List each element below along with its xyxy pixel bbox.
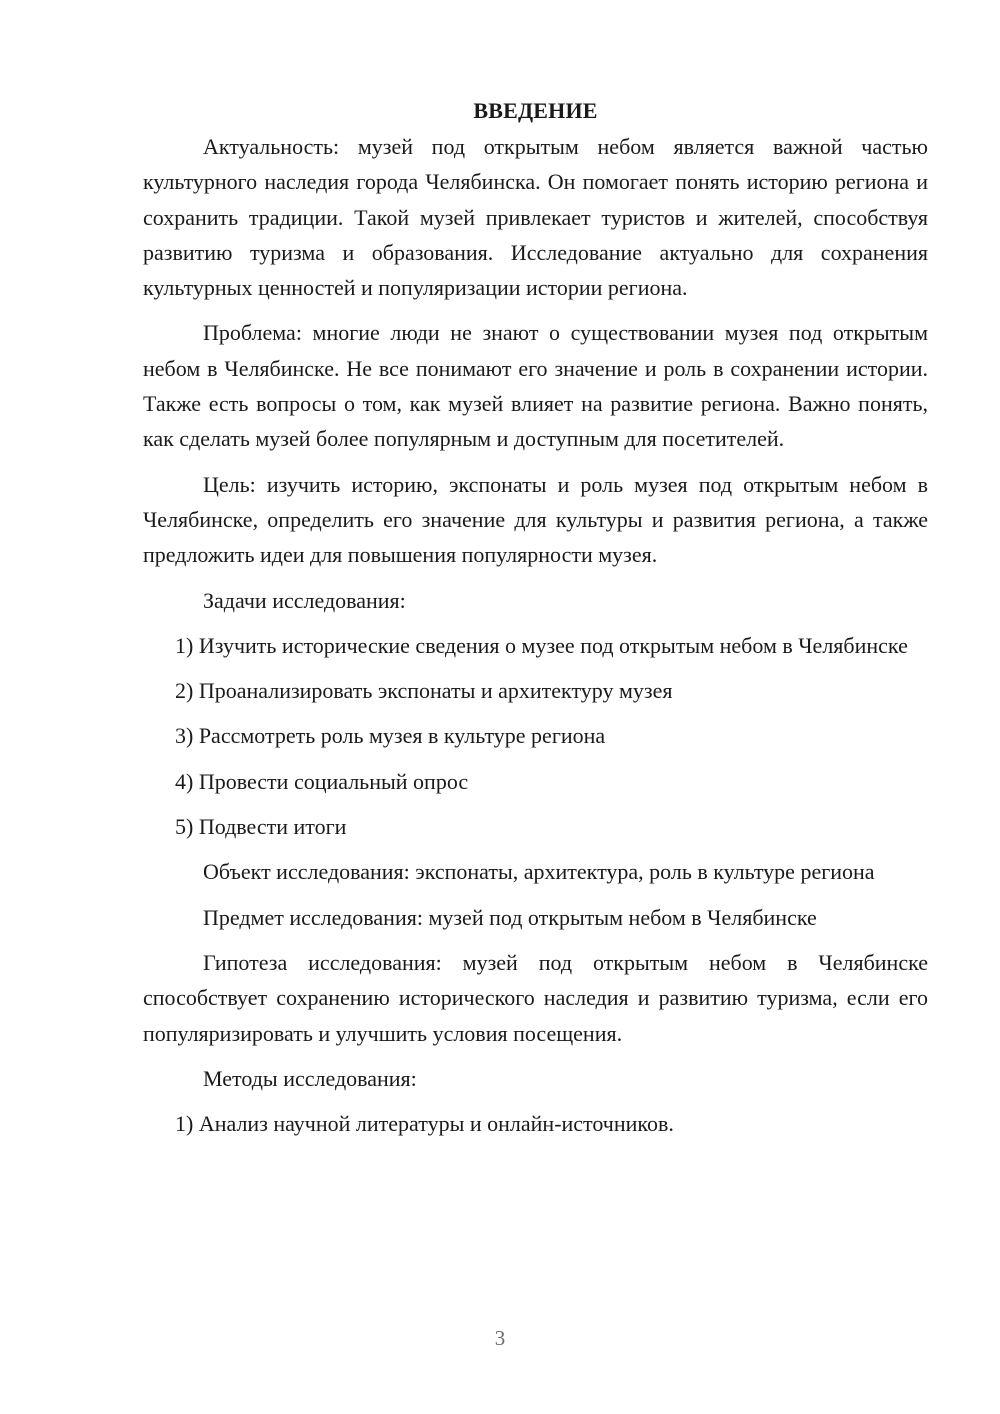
method-item: 1) Анализ научной литературы и онлайн-источников. (175, 1111, 674, 1137)
paragraph-object: Объект исследования: экспонаты, архитектура, роль в культуре региона (203, 859, 875, 885)
section-title: ВВЕДЕНИЕ (473, 98, 598, 123)
task-item: 3) Рассмотреть роль музея в культуре региона (175, 723, 606, 749)
paragraph-methods-heading: Методы исследования: (203, 1065, 417, 1091)
document-page (143, 93, 928, 1151)
paragraph-subject: Предмет исследования: музей под открытым небом в Челябинске (203, 904, 817, 930)
paragraph-hypothesis: Гипотеза исследования: музей под открытым небом в Челябинске способствует сохранению исторического наследия и развитию туризма, если его популяризировать и улучшить условия посещения. (143, 949, 928, 1046)
task-item: 2) Проанализировать экспонаты и архитектуру музея (175, 678, 673, 704)
paragraph-goal: Цель: изучить историю, экспонаты и роль музея под открытым небом в Челябинске, определить его значение для культуры и развития региона, а также предложить идеи для повышения популярности музея. (143, 471, 928, 568)
task-item: 4) Провести социальный опрос (175, 768, 469, 794)
task-item: 5) Подвести итоги (175, 814, 347, 840)
paragraph-relevance: Актуальность: музей под открытым небом является важной частью культурного наследия города Челябинска. Он помогает понять историю региона и сохранить традиции. Такой музей привлекает туристов и жителей, способствуя развитию туризма и образования. Исследование актуально для сохранения культурных ценностей и популяризации истории региона. (143, 134, 928, 301)
paragraph-problem: Проблема: многие люди не знают о существовании музея под открытым небом в Челябинске. Не все понимают его значение и роль в сохранении истории. Также есть вопросы о том, как музей влияет на развитие региона. Важно понять, как сделать музей более популярным и доступным для посетителей. (143, 320, 928, 452)
task-item: 1) Изучить исторические сведения о музее под открытым небом в Челябинске (175, 632, 908, 658)
paragraph-tasks-heading: Задачи исследования: (203, 587, 406, 613)
page-number: 3 (494, 1326, 506, 1350)
